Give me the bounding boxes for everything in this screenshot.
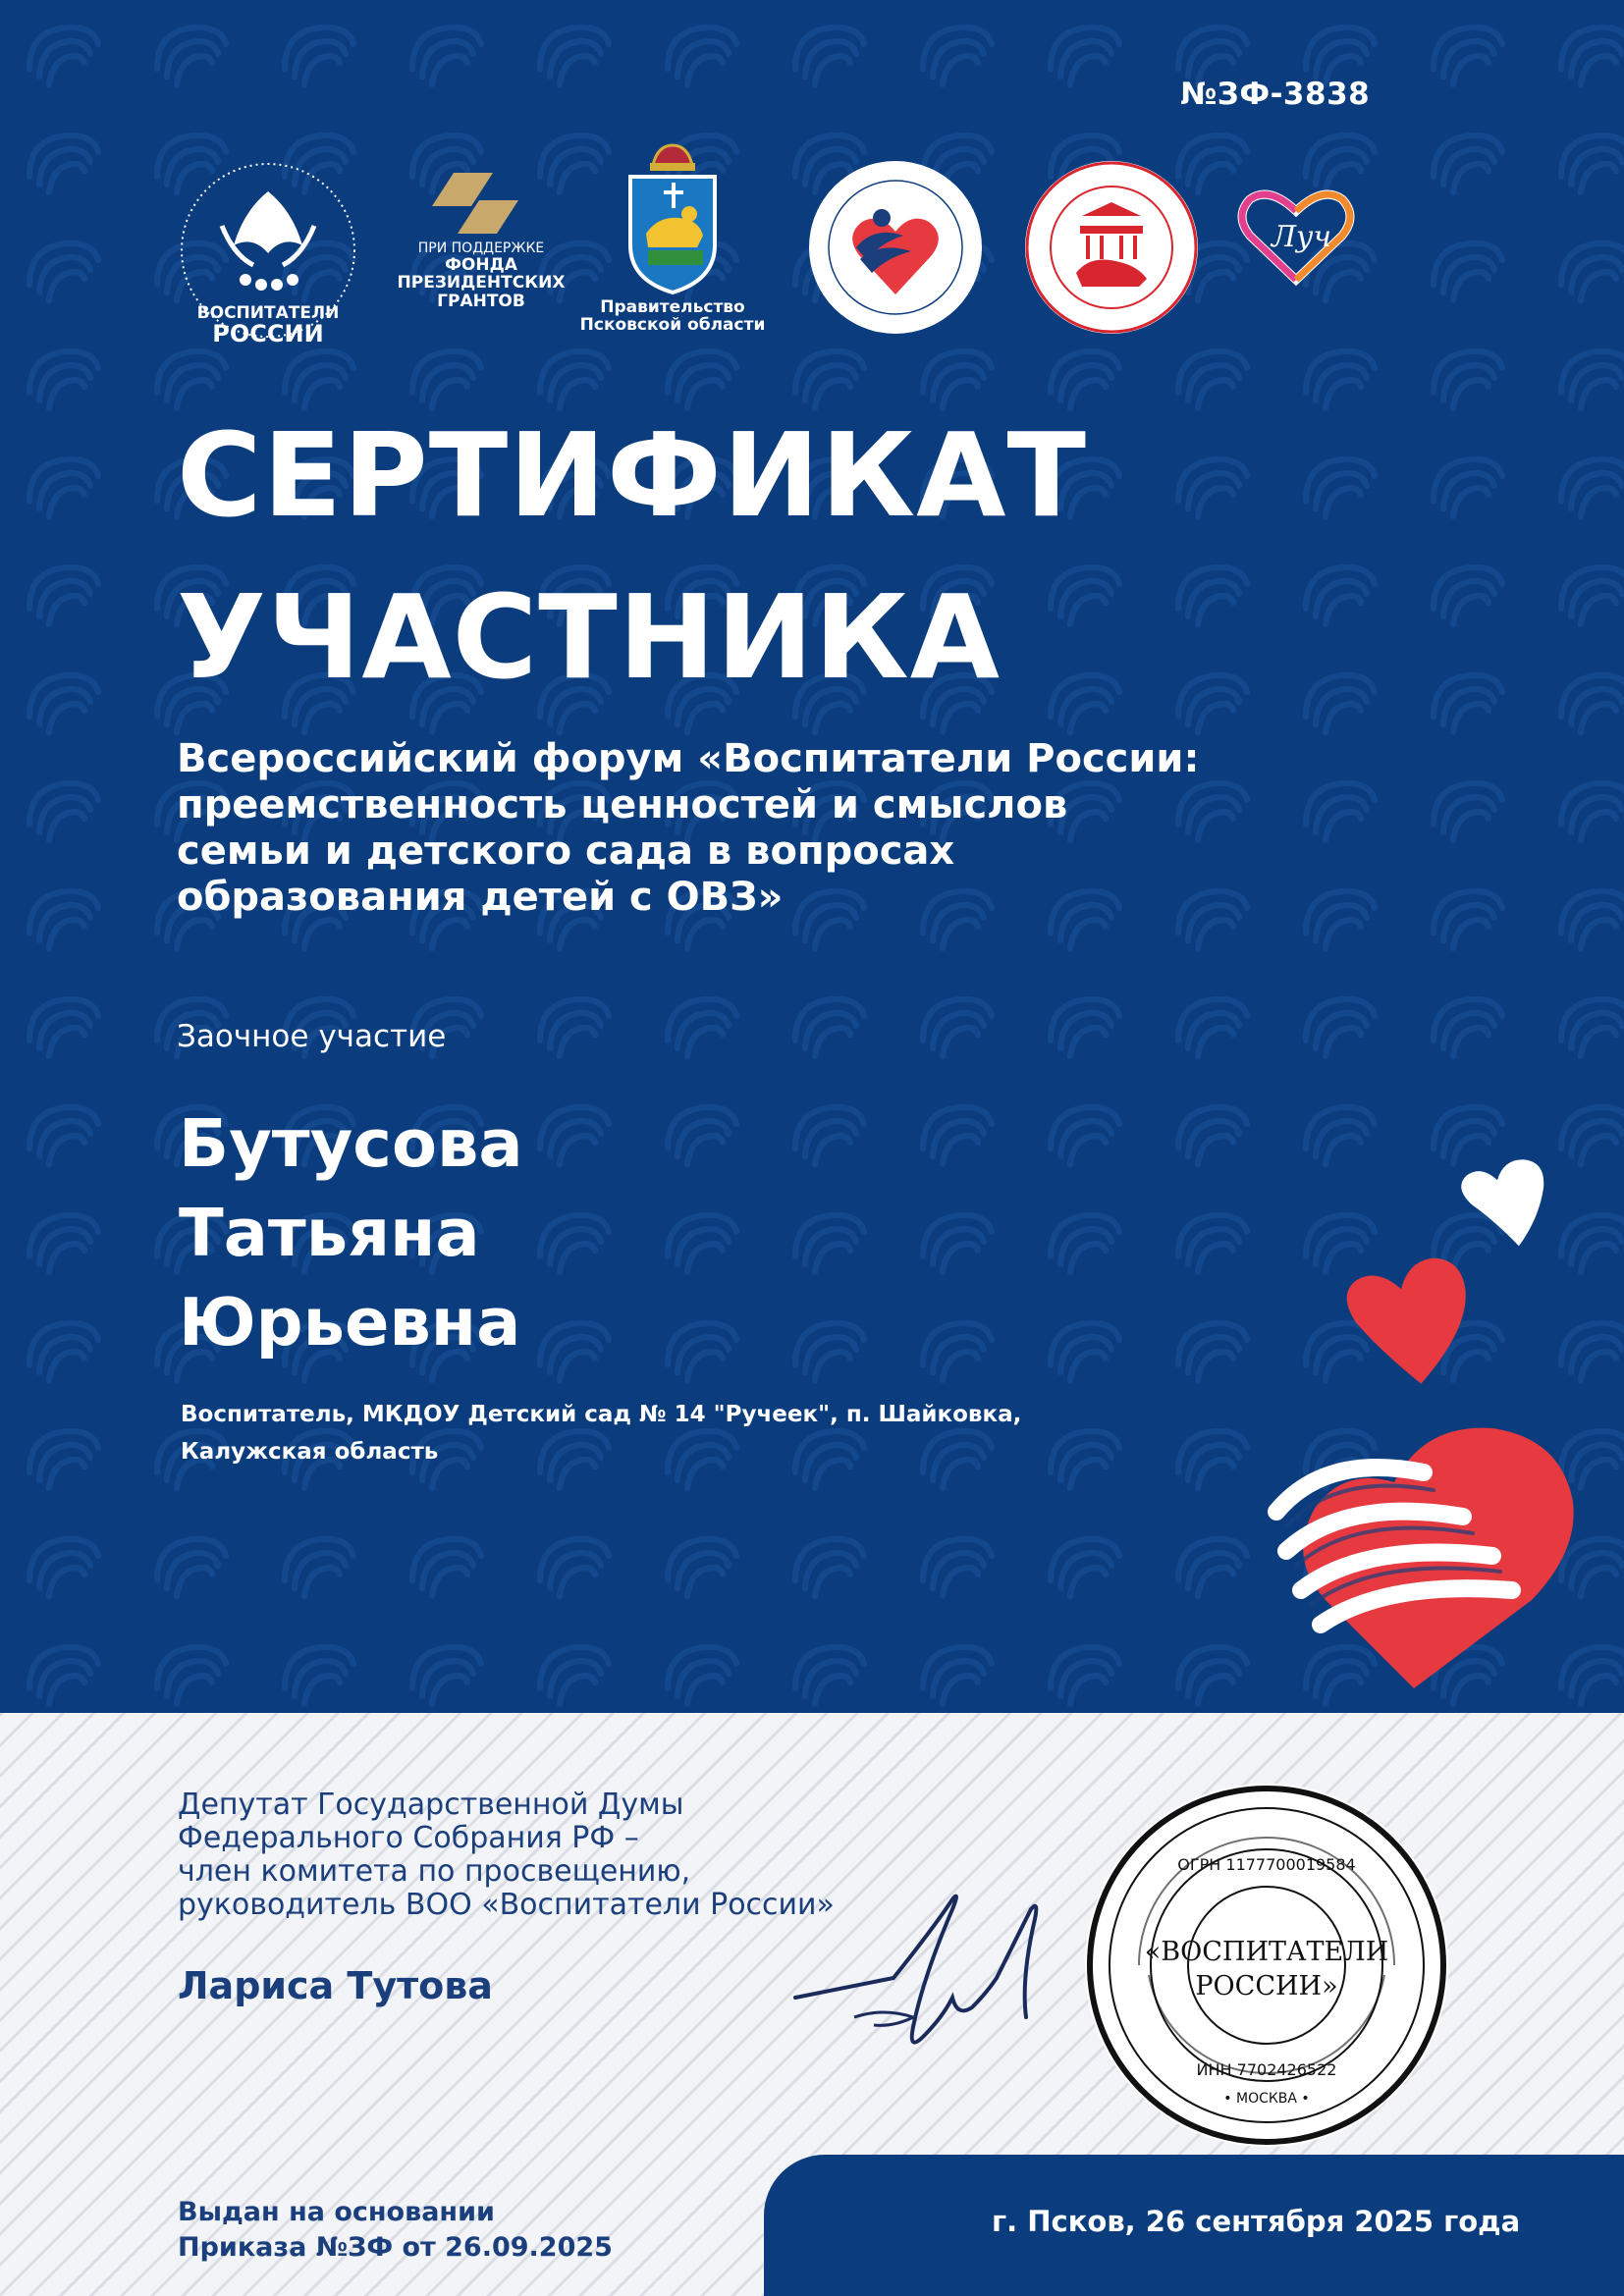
round-seal-icon	[1080, 1779, 1453, 2152]
participation-mode: Заочное участие	[177, 1019, 447, 1054]
basis-line2: Приказа №ЗФ от 26.09.2025	[178, 2232, 613, 2263]
vospitateli-logo-line2: РОССИИ	[212, 320, 324, 348]
vospitateli-logo-line1: ВОСПИТАТЕЛИ	[196, 303, 340, 323]
pskov-logo-line2: Псковской области	[579, 315, 766, 336]
issue-basis	[178, 2195, 613, 2266]
signer-role	[178, 1789, 835, 1922]
seal-inn: ИНН 7702426522	[1196, 2060, 1337, 2079]
position-line1: Воспитатель, МКДОУ Детский сад № 14 "Ручеек", п. Шайковка,	[181, 1402, 1022, 1427]
title-line1: СЕРТИФИКАТ	[177, 407, 1087, 543]
luch-logo	[1232, 182, 1360, 290]
certificate-number: №ЗФ-3838	[1180, 77, 1371, 112]
position-line2: Калужская область	[181, 1439, 439, 1465]
luch-logo-text: Луч	[1272, 220, 1332, 254]
seal-city: • МОСКВА •	[1223, 2091, 1310, 2107]
participant-surname: Бутусова	[179, 1105, 523, 1182]
signer-role-line3: член комитета по просвещению,	[178, 1854, 691, 1889]
handwritten-signature-icon	[785, 1870, 1080, 2066]
pskov-government-logo	[579, 137, 766, 336]
seal-ogrn: ОГРН 1177700019584	[1177, 1855, 1356, 1874]
pskov-logo-line1: Правительство	[600, 297, 745, 317]
grants-logo-line4: ГРАНТОВ	[437, 291, 525, 311]
forum-line1: Всероссийский форум «Воспитатели России:	[177, 736, 1200, 781]
heart-wings-emblem-icon	[805, 157, 987, 339]
title-line2: УЧАСТНИКА	[177, 569, 1001, 705]
grants-fund-emblem-icon	[403, 165, 560, 243]
forum-line2: преемственность ценностей и смыслов	[177, 782, 1068, 828]
hearts-wings-icon	[1267, 1158, 1624, 1713]
grants-logo-line1: ПРИ ПОДДЕРЖКЕ	[417, 240, 545, 256]
basis-line1: Выдан на основании	[178, 2197, 495, 2227]
vospitateli-logo	[175, 157, 361, 348]
pskov-coat-of-arms-icon	[609, 137, 736, 294]
forum-line4: образования детей с ОВЗ»	[177, 875, 784, 920]
participant-position	[181, 1396, 1084, 1470]
seal-center-line1: «ВОСПИТАТЕЛИ	[1144, 1937, 1389, 1967]
pskov-university-logo	[1021, 157, 1203, 339]
university-leopard-emblem-icon	[1021, 157, 1203, 339]
grants-fund-logo	[397, 165, 566, 311]
grants-logo-line3: ПРЕЗИДЕНТСКИХ	[397, 273, 566, 294]
institute-logo	[805, 157, 987, 339]
signer-role-line1: Депутат Государственной Думы	[178, 1788, 684, 1822]
participant-patronymic: Юрьевна	[179, 1284, 521, 1361]
grants-logo-line2: ФОНДА	[445, 255, 517, 276]
place-and-date: г. Псков, 26 сентября 2025 года	[992, 2205, 1521, 2238]
participant-name	[179, 1099, 523, 1367]
signer-role-line2: Федерального Собрания РФ –	[178, 1821, 639, 1855]
seal-center-line2: РОССИИ»	[1195, 1971, 1338, 2002]
participant-first-name: Татьяна	[179, 1195, 480, 1271]
signer-role-line4: руководитель ВОО «Воспитатели России»	[178, 1888, 835, 1922]
forum-name	[177, 736, 1355, 921]
forum-line3: семьи и детского сада в вопросах	[177, 828, 955, 874]
signer-name: Лариса Тутова	[178, 1964, 493, 2007]
luch-heart-logo-icon	[1232, 182, 1360, 290]
